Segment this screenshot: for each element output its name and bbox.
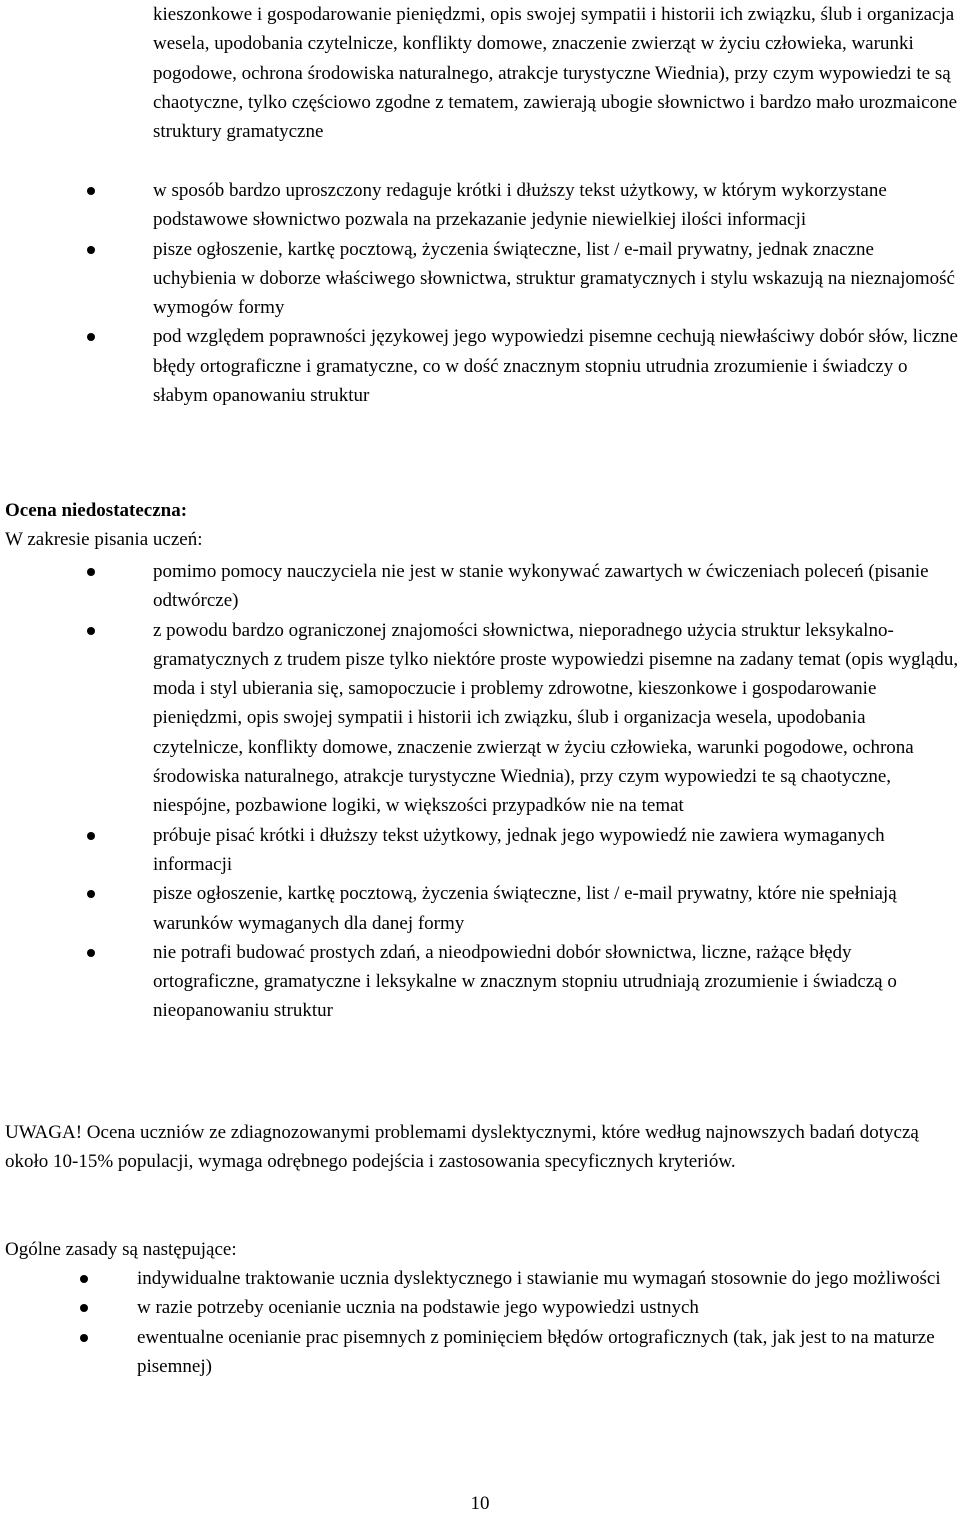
section-heading: Ocena niedostateczna: <box>5 500 188 521</box>
bullet-icon <box>80 1304 88 1312</box>
list-item <box>0 176 960 235</box>
continuation-text: kieszonkowe i gospodarowanie pieniędzmi, opis swojej sympatii i historii ich związku, ślub i organizacja wesela, upodobania czytelnicze, konflikty domowe, znaczenie zwierząt w życiu człowieka, warunki pogodowe, ochrona środowiska naturalnego, atrakcje turystyczne Wiednia), przy czym wypowiedzi te są chaotyczne, tylko częściowo zgodne z tematem, zawierają ubogie słownictwo i bardzo mało urozmaicone struktury gramatyczne <box>153 4 958 143</box>
list-item <box>0 1323 960 1382</box>
list-item-text: pod względem poprawności językowej jego wypowiedzi pisemne cechują niewłaściwy dobór słów, liczne błędy ortograficzne i gramatyczne, co w dość znacznym stopniu utrudnia zrozumienie i świadczy o słabym opanowaniu struktur <box>153 326 958 407</box>
list-item-text: w sposób bardzo uproszczony redaguje krótki i dłuższy tekst użytkowy, w którym wykorzystane podstawowe słownictwo pozwala na przekazanie jedynie niewielkiej ilości informacji <box>153 180 887 231</box>
list-top <box>0 176 960 410</box>
bullet-icon <box>87 568 95 576</box>
list-item-text: nie potrafi budować prostych zdań, a nieodpowiedni dobór słownictwa, liczne, rażące błędy ortograficzne, gramatyczne i leksykalne w znacznym stopniu utrudniają zrozumienie i świadczą o nieopanowaniu struktur <box>153 941 897 1022</box>
list-item-text: w razie potrzeby ocenianie ucznia na podstawie jego wypowiedzi ustnych <box>137 1297 699 1319</box>
bullet-icon <box>80 1334 88 1342</box>
bullet-icon <box>87 949 95 957</box>
bullet-icon <box>87 333 95 341</box>
list-item-text: pisze ogłoszenie, kartkę pocztową, życzenia świąteczne, list / e-mail prywatny, które nie spełniają warunków wymaganych dla danej formy <box>153 883 897 934</box>
list-item <box>0 1264 960 1293</box>
list-item <box>0 557 960 616</box>
list-item <box>0 322 960 410</box>
section-intro: W zakresie pisania uczeń: <box>5 529 203 550</box>
list-insufficient <box>0 557 960 1026</box>
list-item <box>0 821 960 880</box>
bullet-icon <box>87 187 95 195</box>
bullet-icon <box>87 832 95 840</box>
list-item-text: próbuje pisać krótki i dłuższy tekst użytkowy, jednak jego wypowiedź nie zawiera wymaganych informacji <box>153 824 885 875</box>
list-item <box>0 879 960 938</box>
bullet-icon <box>87 890 95 898</box>
list-item-text: pisze ogłoszenie, kartkę pocztową, życzenia świąteczne, list / e-mail prywatny, jednak znaczne uchybienia w doborze właściwego słownictwa, struktur gramatycznych i stylu wskazują na nieznajomość wymogów formy <box>153 238 955 319</box>
list-rules <box>0 1264 960 1381</box>
list-item-text: z powodu bardzo ograniczonej znajomości słownictwa, nieporadnego użycia struktur leksykalno-gramatycznych z trudem pisze tylko niektóre proste wypowiedzi pisemne na zadany temat (opis wyglądu, moda i styl ubierania się, samopoczucie i problemy zdrowotne, kieszonkowe i gospodarowanie pieniędzmi, opis swojej sympatii i historii ich związku, ślub i organizacja wesela, upodobania czytelnicze, konflikty domowe, znaczenie zwierząt w życiu człowieka, warunki pogodowe, ochrona środowiska naturalnego, atrakcje turystyczne Wiednia), przy czym wypowiedzi te są chaotyczne, niespójne, pozbawione logiki, w większości przypadków nie na temat <box>153 619 959 817</box>
page-number: 10 <box>470 1493 490 1514</box>
list-item <box>0 1293 960 1322</box>
list-item <box>0 616 960 821</box>
note-paragraph: UWAGA! Ocena uczniów ze zdiagnozowanymi problemami dyslektycznymi, które według najnowszych badań dotyczą około 10-15% populacji, wymaga odrębnego podejścia i zastosowania specyficznych kryteriów. <box>5 1122 919 1173</box>
list-item-text: indywidualne traktowanie ucznia dyslektycznego i stawianie mu wymagań stosownie do jego możliwości <box>137 1268 941 1289</box>
list-item-text: pomimo pomocy nauczyciela nie jest w stanie wykonywać zawartych w ćwiczeniach poleceń (pisanie odtwórcze) <box>153 561 929 612</box>
list-item <box>0 235 960 323</box>
list-item-text: ewentualne ocenianie prac pisemnych z pominięciem błędów ortograficznych (tak, jak jest to na maturze pisemnej) <box>137 1326 935 1377</box>
rules-intro: Ogólne zasady są następujące: <box>5 1239 237 1260</box>
bullet-icon <box>87 627 95 635</box>
bullet-icon <box>87 246 95 254</box>
list-item <box>0 938 960 1026</box>
bullet-icon <box>80 1275 88 1283</box>
